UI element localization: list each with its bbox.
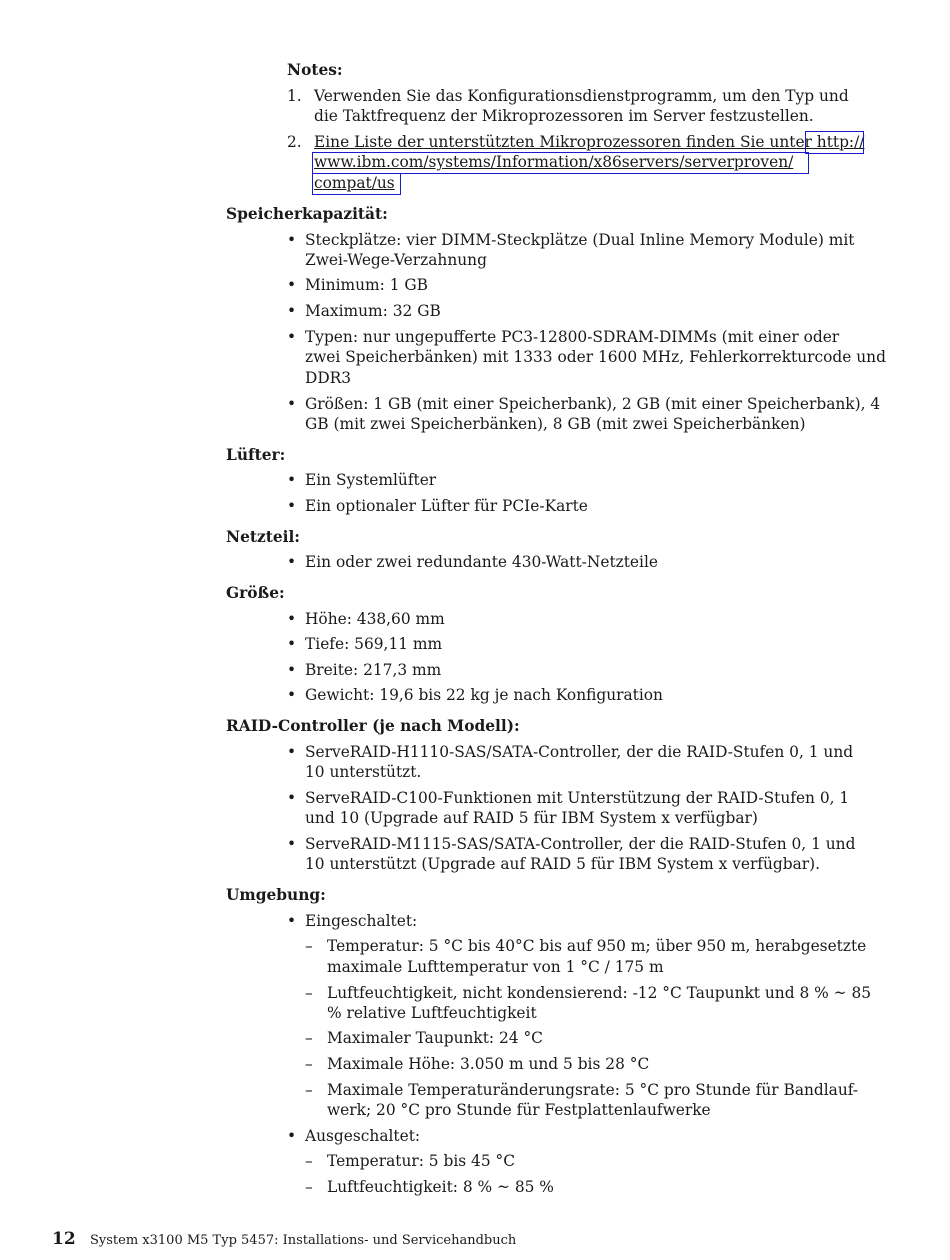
- bullet: •: [287, 789, 297, 807]
- bullet: •: [287, 328, 297, 346]
- footer-title: System x3100 M5 Typ 5457: Installations- und Servicehandbuch: [90, 1233, 517, 1248]
- raid-item-3-line-2: 10 unterstützt (Upgrade auf RAID 5 für IBM System x verfügbar).: [305, 855, 821, 873]
- speicher-item-4-line-3: DDR3: [305, 369, 352, 387]
- ausgeschaltet-label: Ausgeschaltet:: [305, 1127, 421, 1145]
- aus-item-2: Luftfeuchtigkeit: 8 % ~ 85 %: [327, 1178, 554, 1196]
- aus-item-1: Temperatur: 5 bis 45 °C: [327, 1152, 515, 1170]
- groesse-heading: Größe:: [226, 584, 285, 602]
- speicher-item-4-line-1: Typen: nur ungepufferte PC3-12800-SDRAM-DIMMs (mit einer oder: [305, 328, 840, 346]
- dash: –: [305, 1055, 313, 1073]
- umgebung-heading: Umgebung:: [226, 886, 326, 904]
- luefter-item-1: Ein Systemlüfter: [305, 471, 437, 489]
- ein-item-1-line-1: Temperatur: 5 °C bis 40°C bis auf 950 m; über 950 m, herabgesetzte: [327, 937, 867, 955]
- speicher-heading: Speicherkapazität:: [226, 205, 388, 223]
- bullet: •: [287, 661, 297, 679]
- url-link-box-2[interactable]: [312, 152, 809, 174]
- ein-item-2-line-2: % relative Luftfeuchtigkeit: [327, 1004, 537, 1022]
- ein-item-5-line-1: Maximale Temperaturänderungsrate: 5 °C pro Stunde für Bandlauf-: [327, 1081, 859, 1099]
- groesse-item-4: Gewicht: 19,6 bis 22 kg je nach Konfiguration: [305, 686, 663, 704]
- bullet: •: [287, 912, 297, 930]
- bullet: •: [287, 686, 297, 704]
- bullet: •: [287, 276, 297, 294]
- bullet: •: [287, 835, 297, 853]
- ein-item-1-line-2: maximale Lufttemperatur von 1 °C / 175 m: [327, 958, 664, 976]
- speicher-item-4-line-2: zwei Speicherbänken) mit 1333 oder 1600 MHz, Fehlerkorrekturcode und: [305, 348, 886, 366]
- speicher-item-1-line-1: Steckplätze: vier DIMM-Steckplätze (Dual Inline Memory Module) mit: [305, 231, 855, 249]
- dash: –: [305, 1029, 313, 1047]
- speicher-item-3: Maximum: 32 GB: [305, 302, 441, 320]
- note-2-line-3[interactable]: compat/us: [314, 174, 395, 192]
- note-number-1: 1.: [287, 87, 302, 105]
- raid-item-1-line-1: ServeRAID-H1110-SAS/SATA-Controller, der die RAID-Stufen 0, 1 und: [305, 743, 854, 761]
- raid-item-2-line-1: ServeRAID-C100-Funktionen mit Unterstützung der RAID-Stufen 0, 1: [305, 789, 850, 807]
- speicher-item-1-line-2: Zwei-Wege-Verzahnung: [305, 251, 487, 269]
- bullet: •: [287, 231, 297, 249]
- ein-item-4: Maximale Höhe: 3.050 m und 5 bis 28 °C: [327, 1055, 650, 1073]
- raid-item-1-line-2: 10 unterstützt.: [305, 763, 422, 781]
- luefter-item-2: Ein optionaler Lüfter für PCIe-Karte: [305, 497, 588, 515]
- note-number-2: 2.: [287, 133, 302, 151]
- bullet: •: [287, 635, 297, 653]
- luefter-heading: Lüfter:: [226, 446, 286, 464]
- netzteil-heading: Netzteil:: [226, 528, 300, 546]
- speicher-item-2: Minimum: 1 GB: [305, 276, 428, 294]
- dash: –: [305, 1081, 313, 1099]
- netzteil-item-1: Ein oder zwei redundante 430-Watt-Netzteile: [305, 553, 658, 571]
- bullet: •: [287, 610, 297, 628]
- ein-item-5-line-2: werk; 20 °C pro Stunde für Festplattenlaufwerke: [327, 1101, 711, 1119]
- bullet: •: [287, 395, 297, 413]
- speicher-item-5-line-2: GB (mit zwei Speicherbänken), 8 GB (mit zwei Speicherbänken): [305, 415, 806, 433]
- ein-item-3: Maximaler Taupunkt: 24 °C: [327, 1029, 543, 1047]
- groesse-item-2: Tiefe: 569,11 mm: [305, 635, 443, 653]
- dash: –: [305, 937, 313, 955]
- raid-item-3-line-1: ServeRAID-M1115-SAS/SATA-Controller, der die RAID-Stufen 0, 1 und: [305, 835, 856, 853]
- bullet: •: [287, 743, 297, 761]
- groesse-item-1: Höhe: 438,60 mm: [305, 610, 445, 628]
- ein-item-2-line-1: Luftfeuchtigkeit, nicht kondensierend: -12 °C Taupunkt und 8 % ~ 85: [327, 984, 872, 1002]
- raid-heading: RAID-Controller (je nach Modell):: [226, 717, 520, 735]
- notes-heading: Notes:: [287, 61, 343, 79]
- eingeschaltet-label: Eingeschaltet:: [305, 912, 418, 930]
- url-link-box-3[interactable]: [312, 173, 401, 195]
- dash: –: [305, 1152, 313, 1170]
- note-2-line-2[interactable]: www.ibm.com/systems/Information/x86servers/serverproven/: [314, 153, 794, 171]
- note-1-line-2: die Taktfrequenz der Mikroprozessoren im Server festzustellen.: [314, 107, 814, 125]
- dash: –: [305, 984, 313, 1002]
- page-number: 12: [52, 1229, 76, 1249]
- url-link-box-1[interactable]: [805, 131, 864, 154]
- bullet: •: [287, 1127, 297, 1145]
- speicher-item-5-line-1: Größen: 1 GB (mit einer Speicherbank), 2 GB (mit einer Speicherbank), 4: [305, 395, 881, 413]
- bullet: •: [287, 471, 297, 489]
- groesse-item-3: Breite: 217,3 mm: [305, 661, 442, 679]
- raid-item-2-line-2: und 10 (Upgrade auf RAID 5 für IBM System x verfügbar): [305, 809, 758, 827]
- dash: –: [305, 1178, 313, 1196]
- bullet: •: [287, 553, 297, 571]
- note-2-line-1[interactable]: Eine Liste der unterstützten Mikroprozessoren finden Sie unter http://: [314, 133, 865, 151]
- bullet: •: [287, 497, 297, 515]
- bullet: •: [287, 302, 297, 320]
- note-1-line-1: Verwenden Sie das Konfigurationsdienstprogramm, um den Typ und: [314, 87, 849, 105]
